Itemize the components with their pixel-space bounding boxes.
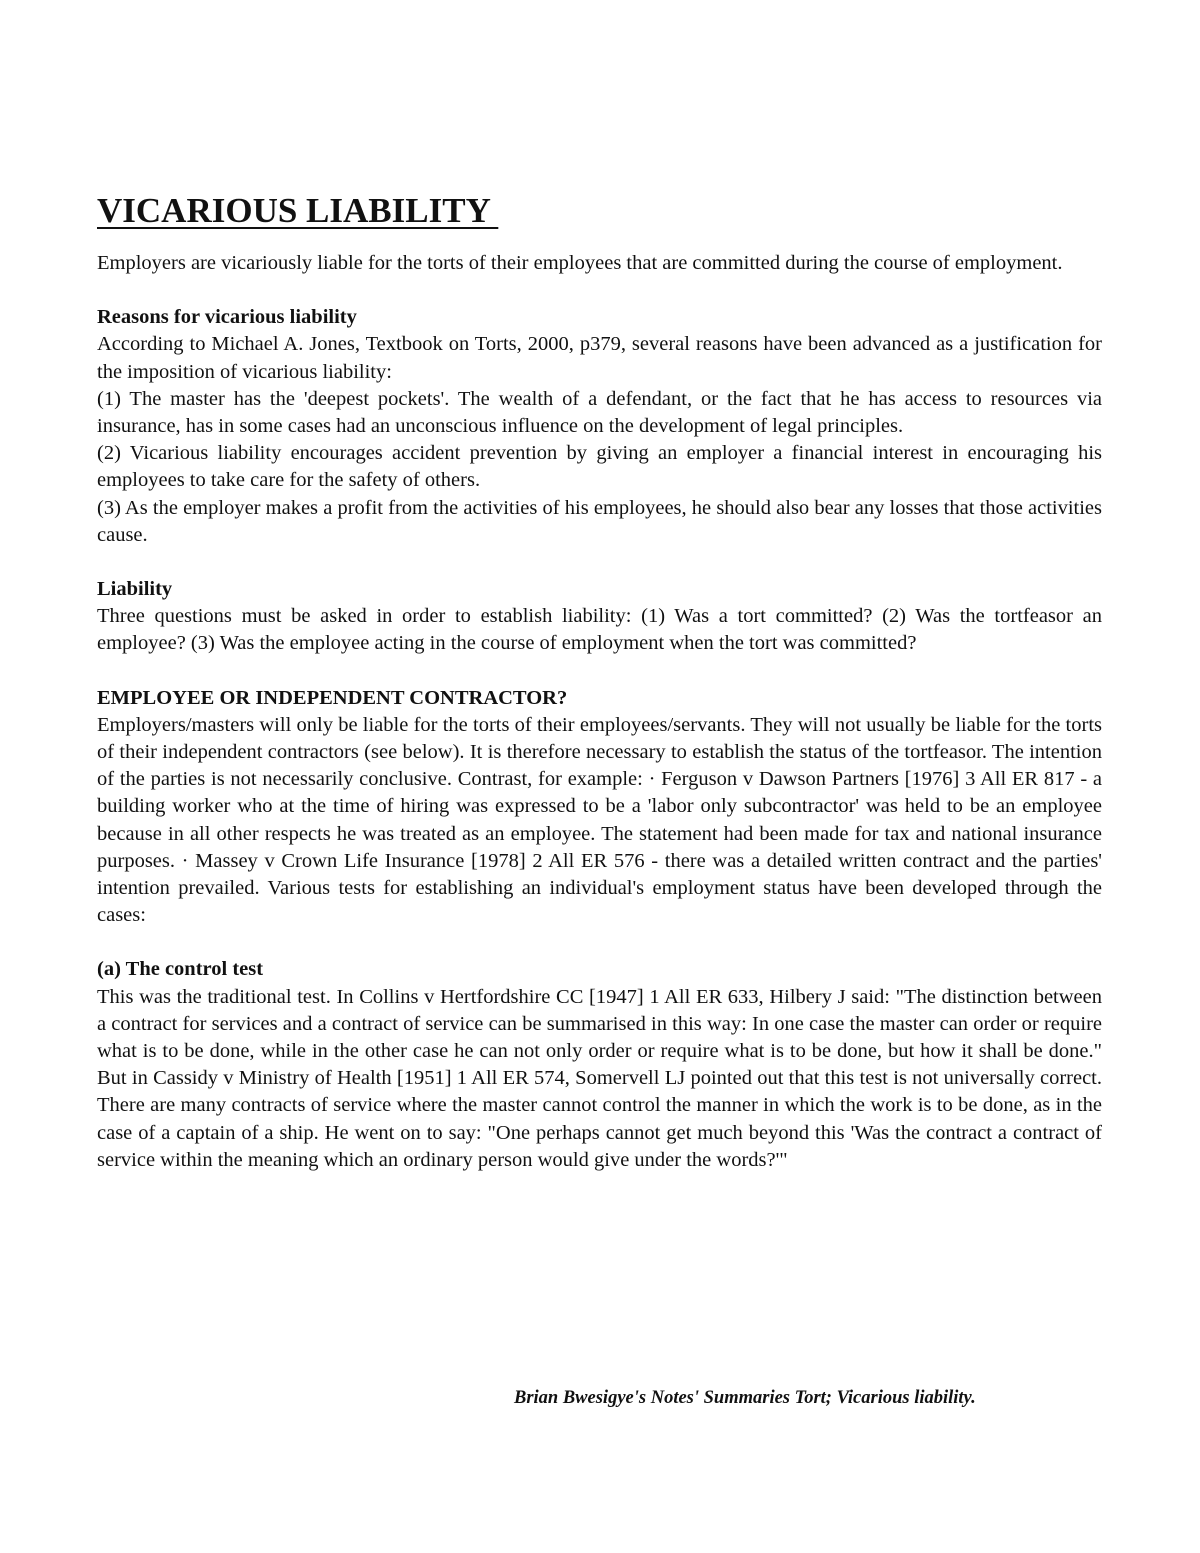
page-title: VICARIOUS LIABILITY <box>97 191 499 230</box>
document-body <box>97 190 1102 1174</box>
control-test-heading: (a) The control test <box>97 958 264 981</box>
reason-item-3: (3) As the employer makes a profit from the activities of his employees, he should also bear any losses that those activities cause. <box>97 496 1102 546</box>
employee-paragraph: Employers/masters will only be liable for the torts of their employees/servants. They will not usually be liable for the torts of their independent contractors (see below). It is therefore necessary to establish the status of the tortfeasor. The intention of the parties is not necessarily conclusive. Contrast, for example: · Ferguson v Dawson Partners [1976] 3 All ER 817 - a building worker who at the time of hiring was expressed to be a 'labor only subcontractor' was held to be an employee because in all other respects he was treated as an employee. The statement had been made for tax and national insurance purposes. · Massey v Crown Life Insurance [1978] 2 All ER 576 - there was a detailed written contract and the parties' intention prevailed. Various tests for establishing an individual's employment status have been developed through the cases: <box>97 713 1102 927</box>
intro-paragraph: Employers are vicariously liable for the torts of their employees that are committed during the course of employment. <box>97 252 1063 274</box>
spacer <box>97 277 1102 304</box>
spacer <box>97 549 1102 576</box>
employee-heading: EMPLOYEE OR INDEPENDENT CONTRACTOR? <box>97 686 568 709</box>
reasons-heading: Reasons for vicarious liability <box>97 306 357 329</box>
reason-item-1: (1) The master has the 'deepest pockets'. The wealth of a defendant, or the fact that he has access to resources via insurance, has in some cases had an unconscious influence on the development of legal principles. <box>97 387 1102 438</box>
spacer <box>97 929 1102 956</box>
reasons-lead: According to Michael A. Jones, Textbook on Torts, 2000, p379, several reasons have been advanced as a justification for the imposition of vicarious liability: <box>97 333 1102 383</box>
liability-heading: Liability <box>97 578 173 601</box>
footer-note: Brian Bwesigye's Notes' Summaries Tort; Vicarious liability. <box>514 1388 976 1408</box>
reason-item-2: (2) Vicarious liability encourages accident prevention by giving an employer a financial interest in encouraging his employees to take care for the safety of others. <box>97 442 1102 492</box>
liability-paragraph: Three questions must be asked in order to establish liability: (1) Was a tort committed? (2) Was the tortfeasor an employee? (3) Was the employee acting in the course of employment when the tort was committed? <box>97 605 1102 655</box>
control-test-paragraph: This was the traditional test. In Collins v Hertfordshire CC [1947] 1 All ER 633, Hilbery J said: "The distinction between a contract for services and a contract of service can be summarised in this way: In one case the master can order or require what is to be done, while in the other case he can not only order or require what is to be done, but how it shall be done." But in Cassidy v Ministry of Health [1951] 1 All ER 574, Somervell LJ pointed out that this test is not universally correct. There are many contracts of service where the master cannot control the manner in which the work is to be done, as in the case of a captain of a ship. He went on to say: "One perhaps cannot get much beyond this 'Was the contract a contract of service within the meaning which an ordinary person would give under the words?'" <box>97 985 1102 1171</box>
spacer <box>97 658 1102 685</box>
